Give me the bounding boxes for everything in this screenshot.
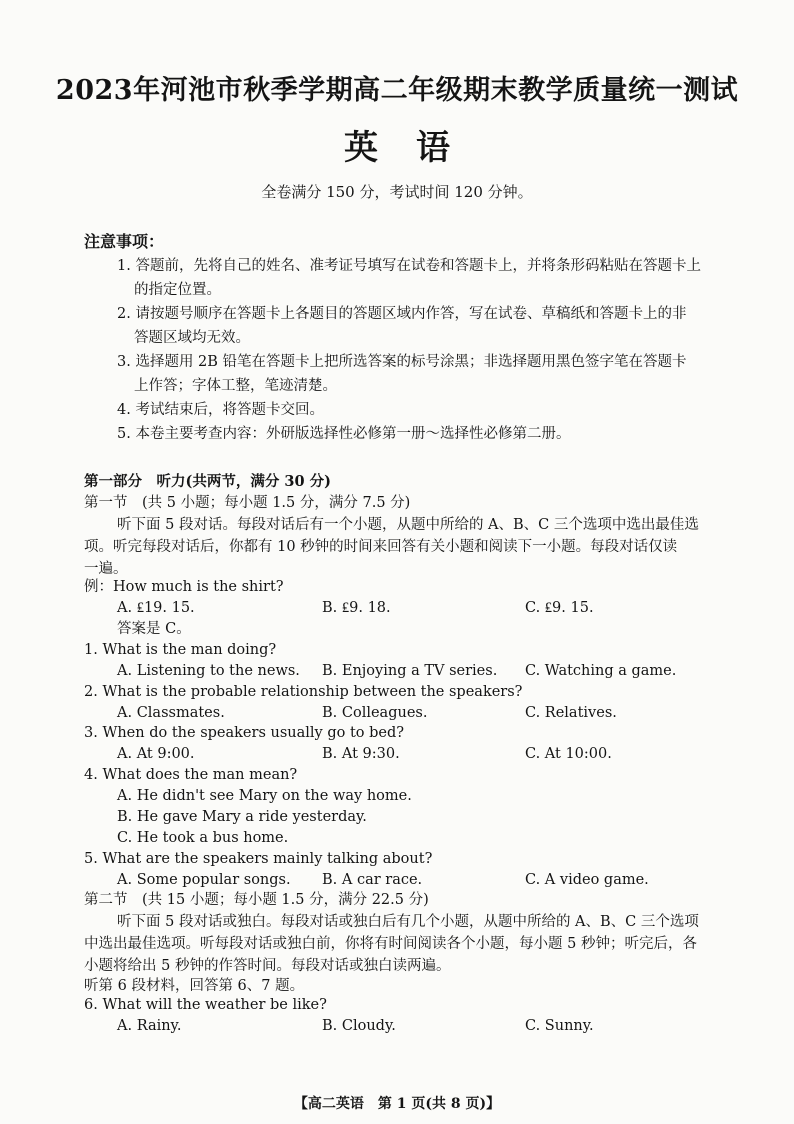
question-6: 6. What will the weather be like? bbox=[84, 997, 327, 1013]
q3-option-b: B. At 9:30. bbox=[322, 746, 400, 762]
note-line: 4. 考试结束后，将答题卡交回。 bbox=[117, 402, 324, 418]
q2-option-b: B. Colleagues. bbox=[322, 705, 428, 721]
note-line: 上作答；字体工整，笔迹清楚。 bbox=[134, 378, 337, 394]
question-3: 3. When do the speakers usually go to bed? bbox=[84, 725, 405, 741]
question-2: 2. What is the probable relationship between the speakers? bbox=[84, 684, 523, 700]
q4-option-c: C. He took a bus home. bbox=[117, 830, 289, 846]
q6-option-a: A. Rainy. bbox=[117, 1018, 182, 1034]
q2-option-c: C. Relatives. bbox=[525, 705, 617, 721]
q6-option-b: B. Cloudy. bbox=[322, 1018, 396, 1034]
section1-heading: 第一节 (共 5 小题；每小题 1.5 分，满分 7.5 分) bbox=[84, 495, 411, 511]
page-footer: 【高二英语 第 1 页(共 8 页)】 bbox=[293, 1096, 501, 1112]
exam-title: 2023年河池市秋季学期高二年级期末教学质量统一测试 bbox=[55, 75, 739, 106]
note-line: 1. 答题前，先将自己的姓名、准考证号填写在试卷和答题卡上，并将条形码粘贴在答题卡上 bbox=[117, 258, 701, 274]
section2-instruction: 小题将给出 5 秒钟的作答时间。每段对话或独白读两遍。 bbox=[84, 958, 451, 974]
section1-instruction: 项。听完每段对话后，你都有 10 秒钟的时间来回答有关小题和阅读下一小题。每段对话仅读 bbox=[84, 539, 678, 555]
section1-instruction: 一遍。 bbox=[84, 561, 128, 577]
section2-heading: 第二节 (共 15 小题；每小题 1.5 分，满分 22.5 分) bbox=[84, 892, 429, 908]
full-mark-note: 全卷满分 150 分，考试时间 120 分钟。 bbox=[261, 183, 533, 201]
question-5: 5. What are the speakers mainly talking about? bbox=[84, 851, 433, 867]
material-note: 听第 6 段材料，回答第 6、7 题。 bbox=[84, 978, 305, 994]
q4-option-b: B. He gave Mary a ride yesterday. bbox=[117, 809, 367, 825]
example-option-b: B. ₤9. 18. bbox=[322, 600, 391, 616]
q1-option-b: B. Enjoying a TV series. bbox=[322, 663, 498, 679]
example-answer: 答案是 C。 bbox=[117, 621, 191, 637]
note-line: 2. 请按题号顺序在答题卡上各题目的答题区域内作答，写在试卷、草稿纸和答题卡上的非 bbox=[117, 306, 687, 322]
example-option-a: A. ₤19. 15. bbox=[117, 600, 195, 616]
note-line: 答题区域均无效。 bbox=[134, 330, 250, 346]
q3-option-c: C. At 10:00. bbox=[525, 746, 612, 762]
section2-instruction: 听下面 5 段对话或独白。每段对话或独白后有几个小题，从题中所给的 A、B、C 三个选项 bbox=[117, 914, 699, 930]
q5-option-c: C. A video game. bbox=[525, 872, 649, 888]
question-4: 4. What does the man mean? bbox=[84, 767, 298, 783]
note-line: 3. 选择题用 2B 铅笔在答题卡上把所选答案的标号涂黑；非选择题用黑色签字笔在答题卡 bbox=[117, 354, 687, 370]
q1-option-a: A. Listening to the news. bbox=[117, 663, 300, 679]
note-line: 5. 本卷主要考查内容：外研版选择性必修第一册～选择性必修第二册。 bbox=[117, 426, 571, 442]
q5-option-a: A. Some popular songs. bbox=[117, 872, 291, 888]
question-1: 1. What is the man doing? bbox=[84, 642, 277, 658]
q2-option-a: A. Classmates. bbox=[117, 705, 225, 721]
q4-option-a: A. He didn't see Mary on the way home. bbox=[117, 788, 412, 804]
note-line: 的指定位置。 bbox=[134, 282, 221, 298]
section1-instruction: 听下面 5 段对话。每段对话后有一个小题，从题中所给的 A、B、C 三个选项中选出最佳选 bbox=[117, 517, 699, 533]
q3-option-a: A. At 9:00. bbox=[117, 746, 195, 762]
q1-option-c: C. Watching a game. bbox=[525, 663, 677, 679]
example-question: 例：How much is the shirt? bbox=[84, 579, 284, 595]
notes-heading: 注意事项： bbox=[84, 232, 165, 251]
subject-title: 英语 bbox=[344, 128, 488, 168]
example-option-c: C. ₤9. 15. bbox=[525, 600, 594, 616]
section2-instruction: 中选出最佳选项。听每段对话或独白前，你将有时间阅读各个小题，每小题 5 秒钟；听完后，各 bbox=[84, 936, 697, 952]
q5-option-b: B. A car race. bbox=[322, 872, 423, 888]
q6-option-c: C. Sunny. bbox=[525, 1018, 594, 1034]
part1-heading: 第一部分 听力(共两节，满分 30 分) bbox=[84, 473, 331, 490]
